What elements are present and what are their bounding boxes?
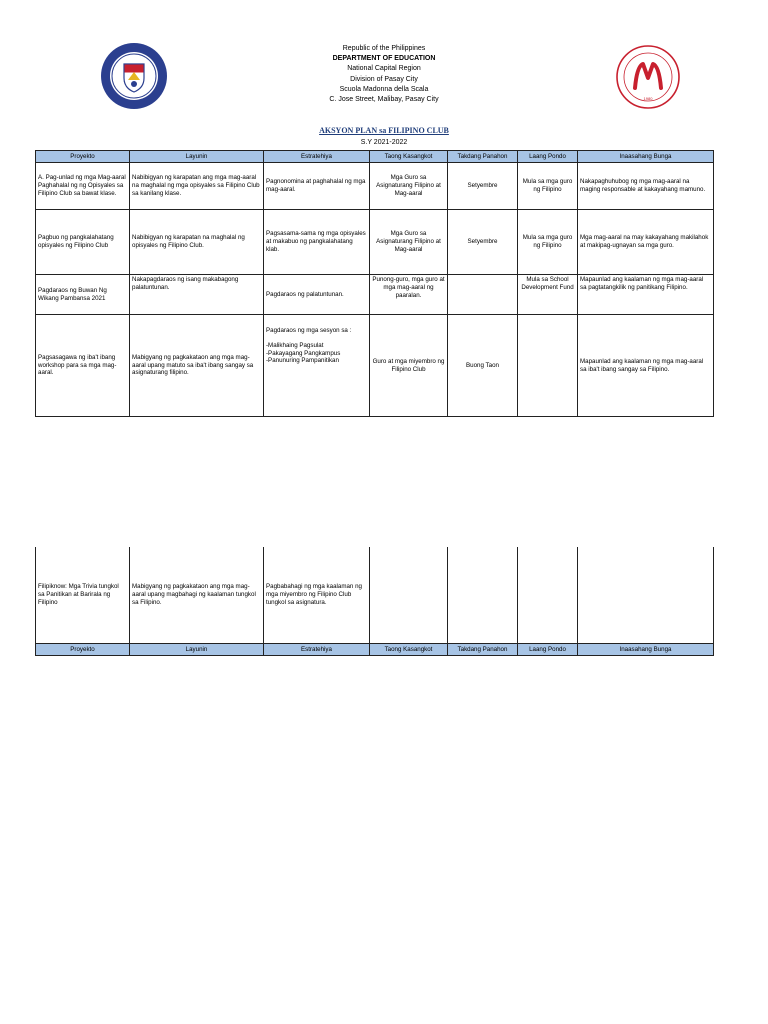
col-header-estratehiya: Estratehiya bbox=[264, 151, 370, 163]
estratehiya-list bbox=[266, 342, 367, 365]
cell-proyekto: Pagsasagawa ng iba't ibang workshop para sa mga mag-aaral. bbox=[36, 315, 130, 417]
cell-proyekto: A. Pag-unlad ng mga Mag-aaral Paghahalal ng ng Opisyales sa Filipino Club sa bawat klase. bbox=[36, 163, 130, 210]
cell-estratehiya: Pagnonomina at paghahalal ng mga mag-aaral. bbox=[264, 163, 370, 210]
table-row bbox=[36, 315, 714, 417]
cell-estratehiya: Pagsasama-sama ng mga opisyales at makabuo ng pangkalahatang klab. bbox=[264, 210, 370, 275]
cell-layunin: Nabibigyan ng karapatan na maghalal ng opisyales ng Filipino Club. bbox=[130, 210, 264, 275]
cell-taong-kasangkot: Mga Guro sa Asignaturang Filipino at Mag-aaral bbox=[370, 210, 448, 275]
col-header-layunin: Layunin bbox=[130, 151, 264, 163]
cell-taong-kasangkot: Guro at mga miyembro ng Filipino Club bbox=[370, 315, 448, 417]
region-line: National Capital Region bbox=[347, 65, 421, 73]
cell-inaasahang-bunga: Nakapaghuhubog ng mga mag-aaral na maging responsable at kakayahang mamuno. bbox=[578, 163, 714, 210]
table-footer-header-row bbox=[36, 644, 714, 656]
estratehiya-intro: Pagdaraos ng mga sesyon sa : bbox=[266, 327, 352, 334]
deped-seal-logo bbox=[100, 42, 168, 110]
col-header-inaasahang-bunga: Inaasahang Bunga bbox=[578, 644, 714, 656]
division-line: Division of Pasay City bbox=[350, 75, 418, 83]
col-header-proyekto: Proyekto bbox=[36, 644, 130, 656]
cell-takdang-panahon bbox=[448, 547, 518, 644]
col-header-layunin: Layunin bbox=[130, 644, 264, 656]
cell-layunin: Nakapagdaraos ng isang makabagong palatuntunan. bbox=[130, 275, 264, 315]
table-row bbox=[36, 163, 714, 210]
department-line: DEPARTMENT OF EDUCATION bbox=[332, 55, 436, 63]
col-header-takdang-panahon: Takdang Panahon bbox=[448, 644, 518, 656]
cell-inaasahang-bunga: Mapaunlad ang kaalaman ng mga mag-aaral sa iba't ibang sangay sa Filipino. bbox=[578, 315, 714, 417]
col-header-taong-kasangkot: Taong Kasangkot bbox=[370, 644, 448, 656]
list-item: -Panunuring Pampanitikan bbox=[266, 357, 339, 365]
cell-taong-kasangkot: Mga Guro sa Asignaturang Filipino at Mag-aaral bbox=[370, 163, 448, 210]
republic-line: Republic of the Philippines bbox=[342, 45, 426, 52]
cell-taong-kasangkot: Punong-guro, mga guro at mga mag-aaral ng paaralan. bbox=[370, 275, 448, 315]
col-header-laang-pondo: Laang Pondo bbox=[518, 644, 578, 656]
table-header-row bbox=[36, 151, 714, 163]
cell-layunin: Mabigyang ng pagkakataon ang mga mag-aaral upang matuto sa iba't ibang sangay sa asignaturang filipino. bbox=[130, 315, 264, 417]
cell-layunin: Nabibigyan ng karapatan ang mga mag-aaral na maghalal ng mga opisyales sa Filipino Club sa kanilang klase. bbox=[130, 163, 264, 210]
cell-takdang-panahon bbox=[448, 275, 518, 315]
cell-inaasahang-bunga: Mga mag-aaral na may kakayahang makilahok at makipag-ugnayan sa mga guro. bbox=[578, 210, 714, 275]
action-plan-table-continued bbox=[35, 547, 714, 656]
table-row bbox=[36, 210, 714, 275]
list-item: -Malikhaing Pagsulat bbox=[266, 341, 324, 349]
table-row bbox=[36, 275, 714, 315]
action-plan-table bbox=[35, 150, 714, 417]
cell-inaasahang-bunga: Mapaunlad ang kaalaman ng mga mag-aaral sa pagtatangkilik ng panitikang Filipino. bbox=[578, 275, 714, 315]
list-item: -Pakayagang Pangkampus bbox=[266, 349, 341, 357]
col-header-estratehiya: Estratehiya bbox=[264, 644, 370, 656]
cell-laang-pondo bbox=[518, 315, 578, 417]
logo-year: 1980 bbox=[643, 96, 653, 101]
cell-taong-kasangkot bbox=[370, 547, 448, 644]
cell-laang-pondo: Mula sa mga guro ng Filipino bbox=[518, 210, 578, 275]
school-year: S.Y 2021-2022 bbox=[360, 139, 408, 146]
col-header-taong-kasangkot: Taong Kasangkot bbox=[370, 151, 448, 163]
cell-proyekto: Pagdaraos ng Buwan Ng Wikang Pambansa 2021 bbox=[36, 275, 130, 315]
cell-estratehiya bbox=[264, 315, 370, 417]
col-header-laang-pondo: Laang Pondo bbox=[518, 151, 578, 163]
cell-laang-pondo: Mula sa School Development Fund bbox=[518, 275, 578, 315]
letterhead bbox=[240, 44, 528, 105]
cell-estratehiya: Pagdaraos ng palatuntunan. bbox=[264, 275, 370, 315]
cell-inaasahang-bunga bbox=[578, 547, 714, 644]
table-row bbox=[36, 547, 714, 644]
document-title: AKSYON PLAN sa FILIPINO CLUB bbox=[319, 126, 449, 135]
cell-takdang-panahon: Buong Taon bbox=[448, 315, 518, 417]
cell-laang-pondo: Mula sa mga guro ng Filipino bbox=[518, 163, 578, 210]
cell-layunin: Mabigyang ng pagkakataon ang mga mag-aaral upang magbahagi ng kaalaman tungkol sa Filipino. bbox=[130, 547, 264, 644]
school-line: Scuola Madonna della Scala bbox=[339, 85, 429, 93]
col-header-takdang-panahon: Takdang Panahon bbox=[448, 151, 518, 163]
cell-laang-pondo bbox=[518, 547, 578, 644]
col-header-proyekto: Proyekto bbox=[36, 151, 130, 163]
col-header-inaasahang-bunga: Inaasahang Bunga bbox=[578, 151, 714, 163]
cell-takdang-panahon: Setyembre bbox=[448, 163, 518, 210]
address-line: C. Jose Street, Malibay, Pasay City bbox=[329, 96, 439, 104]
cell-proyekto: Filipiknow: Mga Trivia tungkol sa Panitikan at Barirala ng Filipino bbox=[36, 547, 130, 644]
cell-takdang-panahon: Setyembre bbox=[448, 210, 518, 275]
cell-estratehiya: Pagbabahagi ng mga kaalaman ng mga miyembro ng Filipino Club tungkol sa asignatura. bbox=[264, 547, 370, 644]
cell-proyekto: Pagbuo ng pangkalahatang opisyales ng Filipino Club bbox=[36, 210, 130, 275]
